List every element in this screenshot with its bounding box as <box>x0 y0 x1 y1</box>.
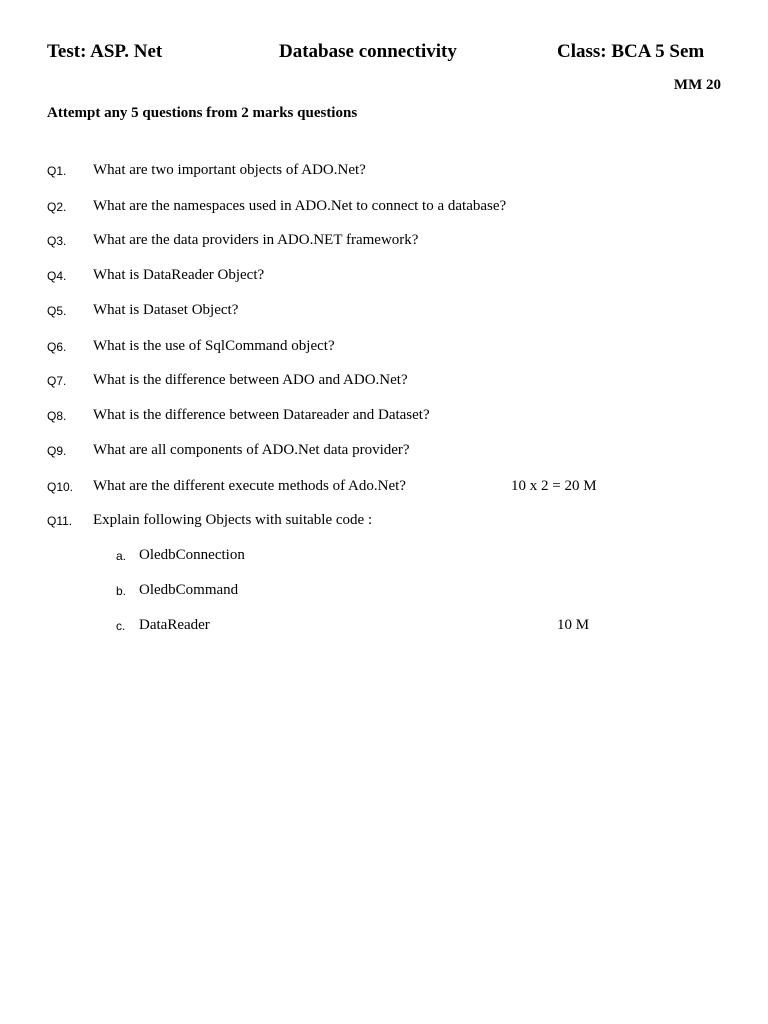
question-item <box>0 198 768 220</box>
max-marks: MM 20 <box>673 77 721 93</box>
question-item <box>0 478 768 500</box>
sub-question-letter: c. <box>116 619 126 633</box>
question-text: Explain following Objects with suitable code : <box>93 512 373 528</box>
question-number: Q7. <box>47 374 67 388</box>
sub-question-item <box>0 582 768 604</box>
question-number: Q8. <box>47 409 67 423</box>
question-number: Q3. <box>47 234 67 248</box>
question-item <box>0 267 768 289</box>
question-number: Q1. <box>47 164 67 178</box>
question-number: Q9. <box>47 444 67 458</box>
sub-question-text: OledbCommand <box>139 582 239 598</box>
sub-question-text: OledbConnection <box>139 547 245 563</box>
sub-question-item <box>0 617 768 639</box>
sub-question-letter: b. <box>116 584 127 598</box>
test-title: Test: ASP. Net <box>47 41 163 62</box>
question-number: Q10. <box>47 480 74 494</box>
question-item <box>0 442 768 464</box>
question-number: Q6. <box>47 340 67 354</box>
question-item <box>0 162 768 184</box>
question-item <box>0 372 768 394</box>
sub-question-item <box>0 547 768 569</box>
class-label: Class: BCA 5 Sem <box>557 41 705 62</box>
question-text: What are all components of ADO.Net data provider? <box>93 442 410 458</box>
subject-title: Database connectivity <box>279 41 457 62</box>
question-text: What is the difference between ADO and ADO.Net? <box>93 372 408 388</box>
question-item <box>0 512 768 534</box>
question-number: Q5. <box>47 304 67 318</box>
question-number: Q4. <box>47 269 67 283</box>
question-text: What are two important objects of ADO.Net? <box>93 162 366 178</box>
question-item <box>0 232 768 254</box>
question-text: What is the difference between Datareader and Dataset? <box>93 407 430 423</box>
question-item <box>0 302 768 324</box>
question-marks: 10 x 2 = 20 M <box>511 478 597 494</box>
question-text: What are the different execute methods of Ado.Net? <box>93 478 406 494</box>
sub-question-marks: 10 M <box>557 617 590 633</box>
question-text: What are the namespaces used in ADO.Net to connect to a database? <box>93 198 507 214</box>
question-item <box>0 407 768 429</box>
sub-question-letter: a. <box>116 549 127 563</box>
question-text: What is the use of SqlCommand object? <box>93 338 335 354</box>
question-number: Q2. <box>47 200 67 214</box>
question-text: What is Dataset Object? <box>93 302 239 318</box>
question-item <box>0 338 768 360</box>
instruction: Attempt any 5 questions from 2 marks questions <box>47 105 358 121</box>
question-number: Q11. <box>47 514 73 528</box>
question-text: What are the data providers in ADO.NET framework? <box>93 232 419 248</box>
question-text: What is DataReader Object? <box>93 267 265 283</box>
sub-question-text: DataReader <box>139 617 210 633</box>
